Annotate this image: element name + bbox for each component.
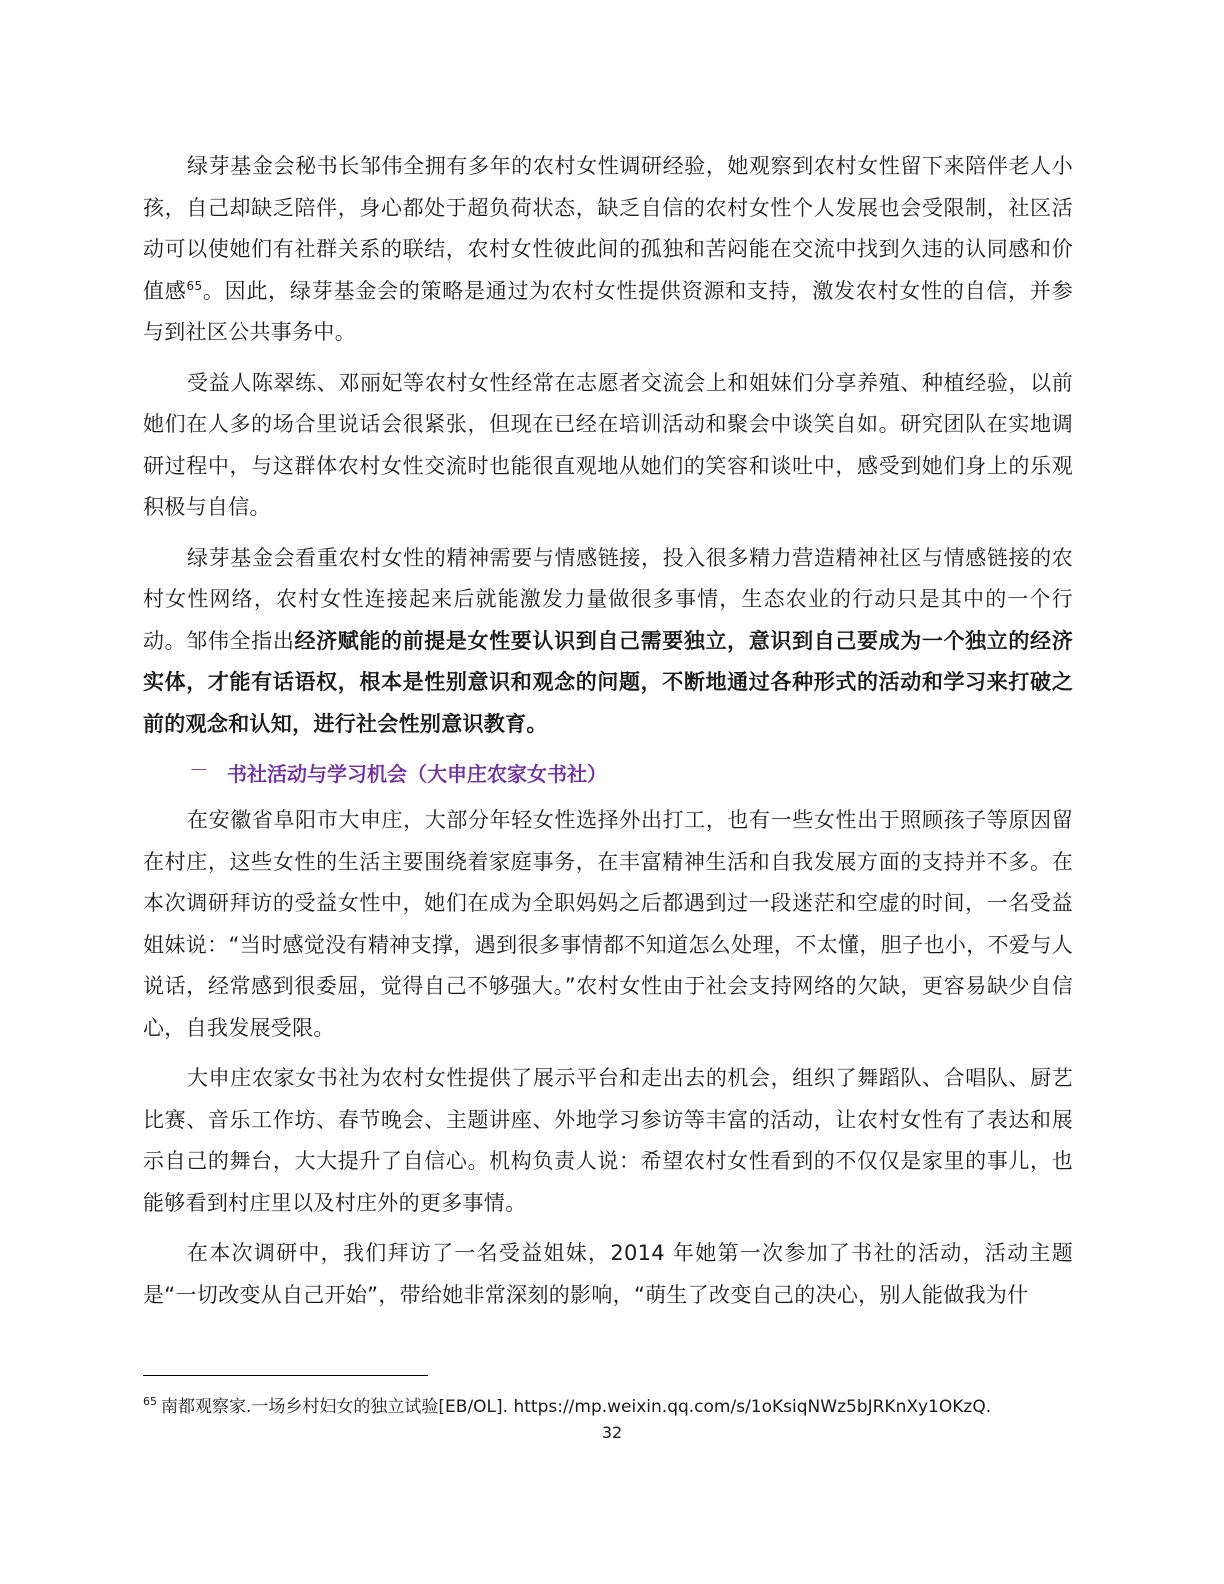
body-text — [143, 146, 1073, 1325]
heading-text: 书社活动与学习机会（大申庄农家女书社） — [227, 762, 607, 786]
footnote-text: 南都观察家.一场乡村妇女的独立试验[EB/OL]. https://mp.weixin.qq.com/s/1oKsiqNWz5bJRKnXy1OKzQ. — [161, 1397, 992, 1417]
paragraph-1 — [143, 146, 1073, 354]
heading-bullet: － — [189, 758, 209, 782]
footnote — [143, 1395, 1083, 1419]
page-number: 32 — [601, 1423, 623, 1442]
footnote-number: 65 — [143, 1395, 157, 1409]
paragraph-3-emphasis: 经济赋能的前提是女性要认识到自己需要独立，意识到自己要成为一个独立的经济实体，才能有话语权，根本是性别意识和观念的问题，不断地通过各种形式的活动和学习来打破之前的观念和认知，进行社会性别意识教育。 — [143, 628, 1073, 736]
paragraph-3-text: 绿芽基金会看重农村女性的精神需要与情感链接，投入很多精力营造精神社区与情感链接的农村女性网络，农村女性连接起来后就能激发力量做很多事情，生态农业的行动只是其中的一个行动。邹伟全指出 — [143, 545, 1073, 653]
paragraph-6: 在本次调研中，我们拜访了一名受益姐妹，2014 年她第一次参加了书社的活动，活动主题是“一切改变从自己开始”，带给她非常深刻的影响，“萌生了改变自己的决心，别人能做我为什 — [143, 1241, 1073, 1307]
footnote-reference[interactable]: 65 — [186, 278, 203, 293]
paragraph-4: 在安徽省阜阳市大申庄，大部分年轻女性选择外出打工，也有一些女性出于照顾孩子等原因留在村庄，这些女性的生活主要围绕着家庭事务，在丰富精神生活和自我发展方面的支持并不多。在本次调研拜访的受益女性中，她们在成为全职妈妈之后都遇到过一段迷茫和空虚的时间，一名受益姐妹说：“当时感觉没有精神支撑，遇到很多事情都不知道怎么处理，不太懂，胆子也小，不爱与人说话，经常感到很委屈，觉得自己不够强大。”农村女性由于社会支持网络的欠缺，更容易缺少自信心，自我发展受限。 — [143, 808, 1073, 1040]
paragraph-1-text-a: 绿芽基金会秘书长邹伟全拥有多年的农村女性调研经验，她观察到农村女性留下来陪伴老人小孩，自己却缺乏陪伴，身心都处于超负荷状态，缺乏自信的农村女性个人发展也会受限制，社区活动可以使她们有社群关系的联结，农村女性彼此间的孤独和苦闷能在交流中找到久违的认同感和价值感 — [143, 154, 1073, 303]
section-heading — [143, 754, 1073, 794]
paragraph-2: 受益人陈翠练、邓丽妃等农村女性经常在志愿者交流会上和姐妹们分享养殖、种植经验，以前她们在人多的场合里说话会很紧张，但现在已经在培训活动和聚会中谈笑自如。研究团队在实地调研过程中，与这群体农村女性交流时也能很直观地从她们的笑容和谈吐中，感受到她们身上的乐观积极与自信。 — [143, 370, 1073, 519]
footnote-divider — [143, 1375, 428, 1376]
paragraph-1-text-b: 。因此，绿芽基金会的策略是通过为农村女性提供资源和支持，激发农村女性的自信，并参与到社区公共事务中。 — [143, 278, 1073, 344]
paragraph-5: 大申庄农家女书社为农村女性提供了展示平台和走出去的机会，组织了舞蹈队、合唱队、厨艺比赛、音乐工作坊、春节晚会、主题讲座、外地学习参访等丰富的活动，让农村女性有了表达和展示自己的舞台，大大提升了自信心。机构负责人说：希望农村女性看到的不仅仅是家里的事儿，也能够看到村庄里以及村庄外的更多事情。 — [143, 1066, 1073, 1215]
paragraph-3 — [143, 538, 1073, 746]
